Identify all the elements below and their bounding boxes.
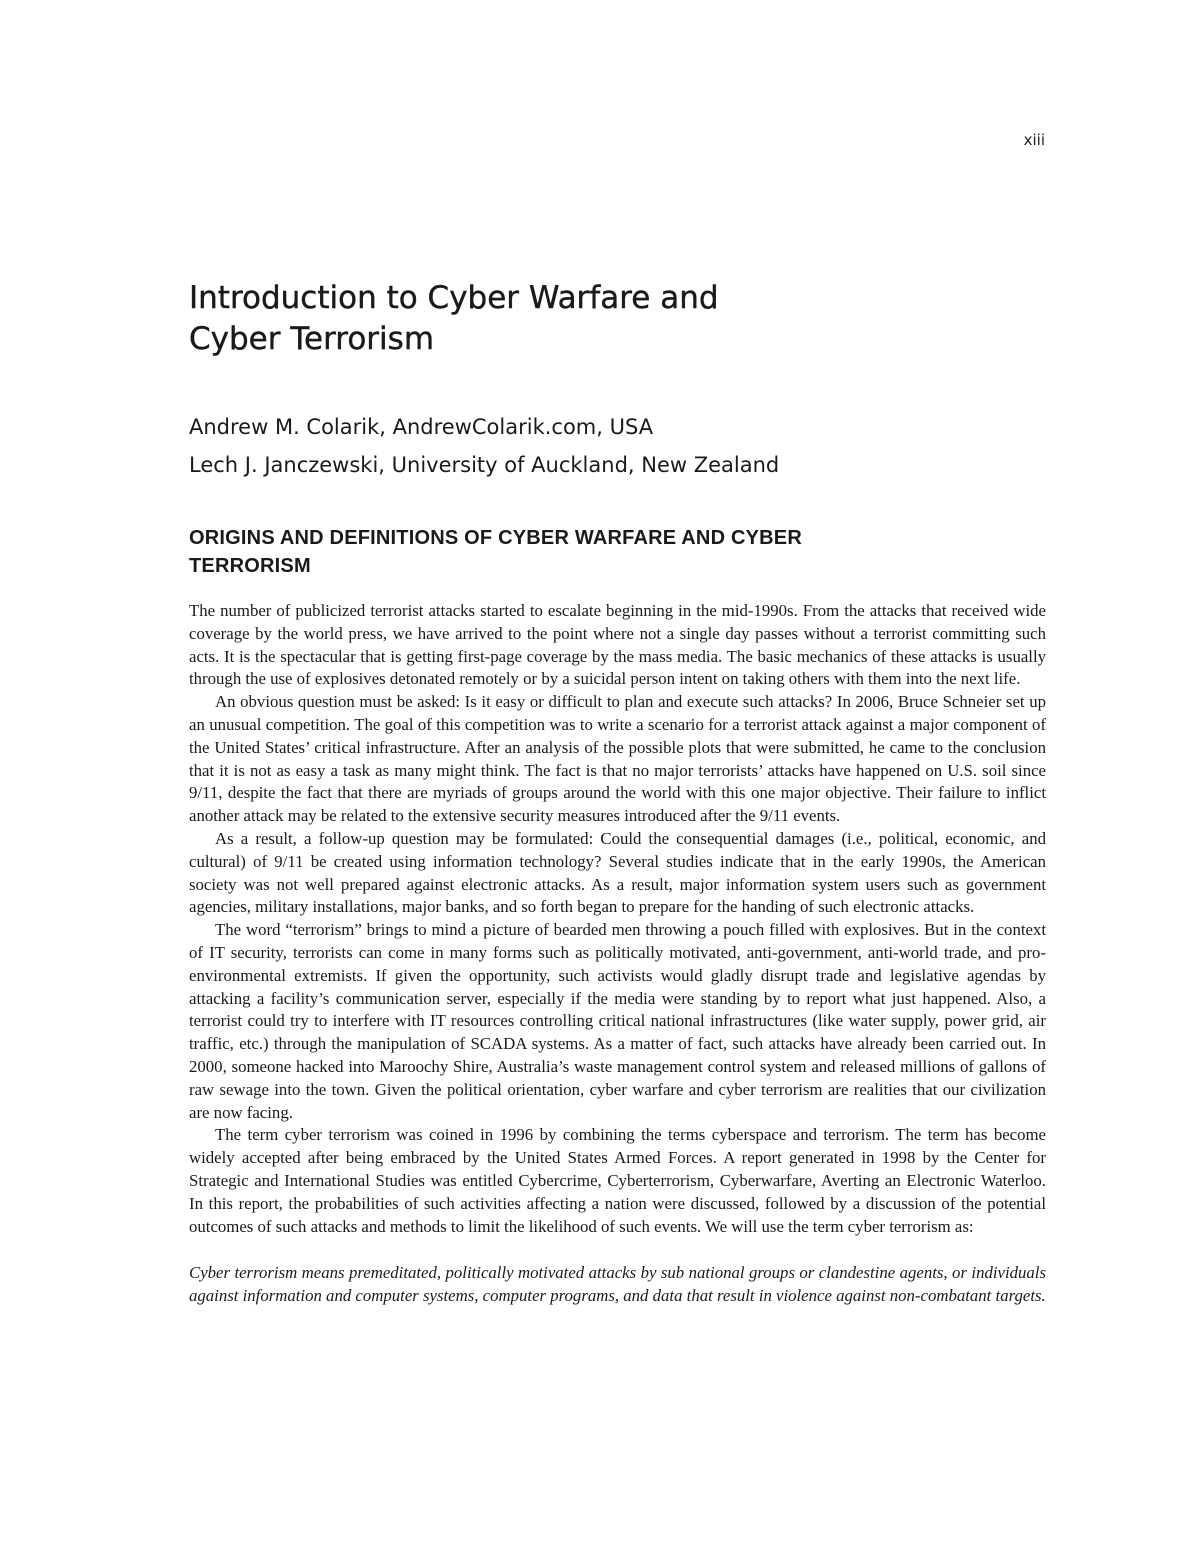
paragraph: The number of publicized terrorist attacks started to escalate beginning in the mid-1990s. From the attacks that received wide coverage by the world press, we have arrived to the point where not a single day passes without a terrorist committing such acts. It is the spectacular that is getting first-page coverage by the mass media. The basic mechanics of these attacks is usually through the use of explosives detonated remotely or by a suicidal person intent on taking others with them into the next life. [189,601,1046,689]
section-heading-line-2: TERRORISM [189,555,311,577]
body-text [189,600,1046,1238]
page-content [189,278,1046,1308]
paragraph: An obvious question must be asked: Is it easy or difficult to plan and execute such attacks? In 2006, Bruce Schneier set up an unusual competition. The goal of this competition was to write a scenario for a terrorist attack against a major component of the United States’ critical infrastructure. After an analysis of the possible plots that were submitted, he came to the conclusion that it is not as easy a task as many might think. The fact is that no major terrorists’ attacks have happened on U.S. soil since 9/11, despite the fact that there are myriads of groups around the world with this one major objective. Their failure to inflict another attack may be related to the extensive security measures introduced after the 9/11 events. [189,692,1046,826]
section-heading [189,524,1046,580]
author-list [189,408,1046,484]
author-line: Lech J. Janczewski, University of Auckland, New Zealand [189,453,780,477]
page-number: xiii [1023,131,1045,149]
chapter-title-line-2: Cyber Terrorism [189,321,435,357]
chapter-title [189,278,1046,360]
paragraph: The word “terrorism” brings to mind a picture of bearded men throwing a pouch filled with explosives. But in the context of IT security, terrorists can come in many forms such as politically motivated, anti-government, anti-world trade, and pro-environmental extremists. If given the opportunity, such activists would gladly disrupt trade and legislative agendas by attacking a facility’s communication server, especially if the media were standing by to report what just happened. Also, a terrorist could try to interfere with IT resources controlling critical national infrastructures (like water supply, power grid, air traffic, etc.) through the manipulation of SCADA systems. As a matter of fact, such attacks have already been carried out. In 2000, someone hacked into Maroochy Shire, Australia’s waste management control system and released millions of gallons of raw sewage into the town. Given the political orientation, cyber warfare and cyber terrorism are realities that our civilization are now facing. [189,920,1046,1122]
paragraph: As a result, a follow-up question may be formulated: Could the consequential damages (i.e., political, economic, and cultural) of 9/11 be created using information technology? Several studies indicate that in the early 1990s, the American society was not well prepared against electronic attacks. As a result, major information system users such as government agencies, military installations, major banks, and so forth began to prepare for the handing of such electronic attacks. [189,828,1046,917]
definition-quote: Cyber terrorism means premeditated, politically motivated attacks by sub national groups or clandestine agents, or individuals against information and computer systems, computer programs, and data that result in violence against non-combatant targets. [189,1263,1046,1306]
chapter-title-line-1: Introduction to Cyber Warfare and [189,280,719,316]
author-line: Andrew M. Colarik, AndrewColarik.com, USA [189,415,654,439]
section-heading-line-1: ORIGINS AND DEFINITIONS OF CYBER WARFARE AND CYBER [189,527,802,549]
paragraph: The term cyber terrorism was coined in 1996 by combining the terms cyberspace and terrorism. The term has become widely accepted after being embraced by the United States Armed Forces. A report generated in 1998 by the Center for Strategic and International Studies was entitled Cybercrime, Cyberterrorism, Cyberwarfare, Averting an Electronic Waterloo. In this report, the probabilities of such activities affecting a nation were discussed, followed by a discussion of the potential outcomes of such attacks and methods to limit the likelihood of such events. We will use the term cyber terrorism as: [189,1125,1046,1236]
